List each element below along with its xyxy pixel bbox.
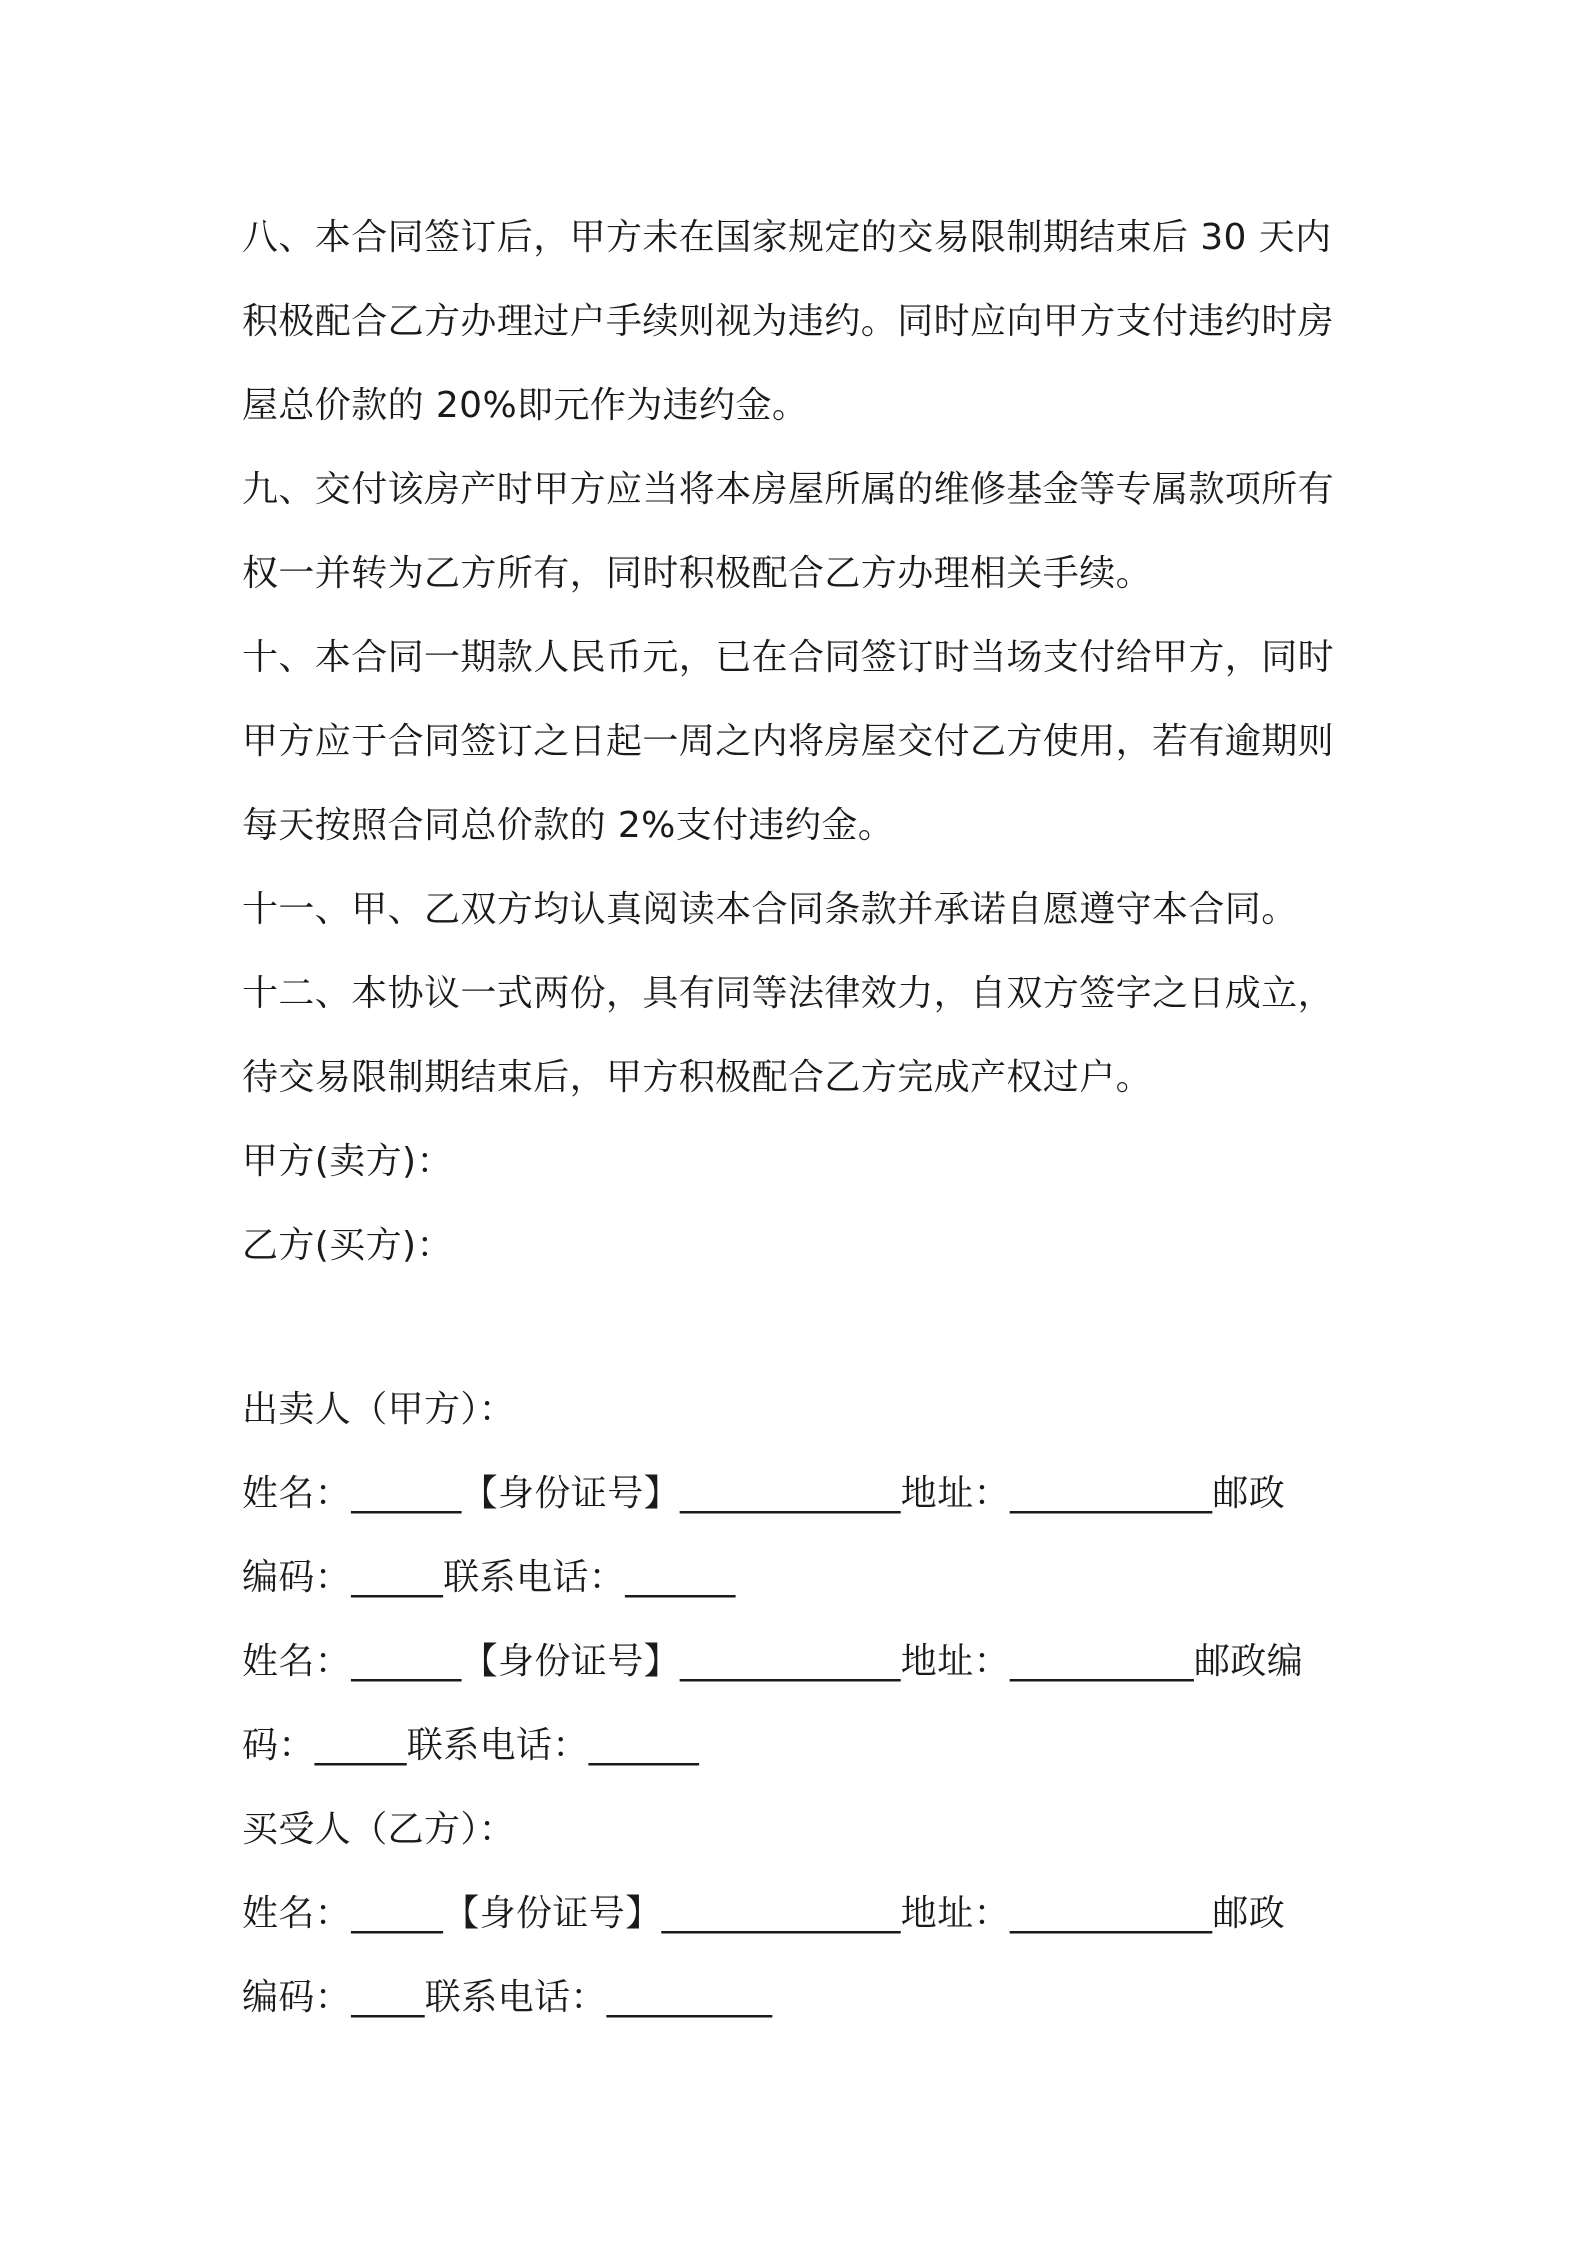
text-line: 九、交付该房产时甲方应当将本房屋所属的维修基金等专属款项所有 bbox=[242, 469, 1335, 510]
seller-info-line: 码：_____联系电话：______ bbox=[242, 1725, 700, 1766]
section-spacer bbox=[242, 1288, 1354, 1368]
party-a-label: 甲方(卖方)： bbox=[242, 1141, 453, 1182]
seller-section bbox=[242, 1368, 1354, 1788]
contract-body bbox=[242, 196, 1354, 2040]
party-signatures bbox=[242, 1120, 1354, 1288]
text-line: 积极配合乙方办理过户手续则视为违约。同时应向甲方支付违约时房 bbox=[242, 301, 1335, 342]
text-line: 每天按照合同总价款的 2%支付违约金。 bbox=[242, 805, 895, 846]
seller-info-line: 编码：_____联系电话：______ bbox=[242, 1557, 736, 1598]
seller-info-line: 姓名：______【身份证号】____________地址：___________邮政 bbox=[242, 1473, 1286, 1514]
clause-12 bbox=[242, 952, 1354, 1120]
text-line: 权一并转为乙方所有，同时积极配合乙方办理相关手续。 bbox=[242, 553, 1153, 594]
clause-9 bbox=[242, 448, 1354, 616]
party-b-label: 乙方(买方)： bbox=[242, 1225, 453, 1266]
text-line: 屋总价款的 20%即元作为违约金。 bbox=[242, 385, 809, 426]
buyer-section bbox=[242, 1788, 1354, 2040]
text-line: 甲方应于合同签订之日起一周之内将房屋交付乙方使用，若有逾期则 bbox=[242, 721, 1335, 762]
buyer-heading: 买受人（乙方）： bbox=[242, 1809, 516, 1850]
text-line: 十一、甲、乙双方均认真阅读本合同条款并承诺自愿遵守本合同。 bbox=[242, 889, 1298, 930]
seller-info-line: 姓名：______【身份证号】____________地址：__________邮政编 bbox=[242, 1641, 1304, 1682]
text-line: 十二、本协议一式两份，具有同等法律效力，自双方签字之日成立， bbox=[242, 973, 1335, 1014]
clause-10 bbox=[242, 616, 1354, 868]
buyer-info-line: 编码：____联系电话：_________ bbox=[242, 1977, 773, 2018]
text-line: 待交易限制期结束后，甲方积极配合乙方完成产权过户。 bbox=[242, 1057, 1153, 1098]
seller-heading: 出卖人（甲方）： bbox=[242, 1389, 516, 1430]
text-line: 八、本合同签订后，甲方未在国家规定的交易限制期结束后 30 天内 bbox=[242, 217, 1332, 258]
clause-8 bbox=[242, 196, 1354, 448]
clause-11 bbox=[242, 868, 1354, 952]
text-line: 十、本合同一期款人民币元，已在合同签订时当场支付给甲方，同时 bbox=[242, 637, 1335, 678]
buyer-info-line: 姓名：_____【身份证号】_____________地址：___________邮政 bbox=[242, 1893, 1286, 1934]
